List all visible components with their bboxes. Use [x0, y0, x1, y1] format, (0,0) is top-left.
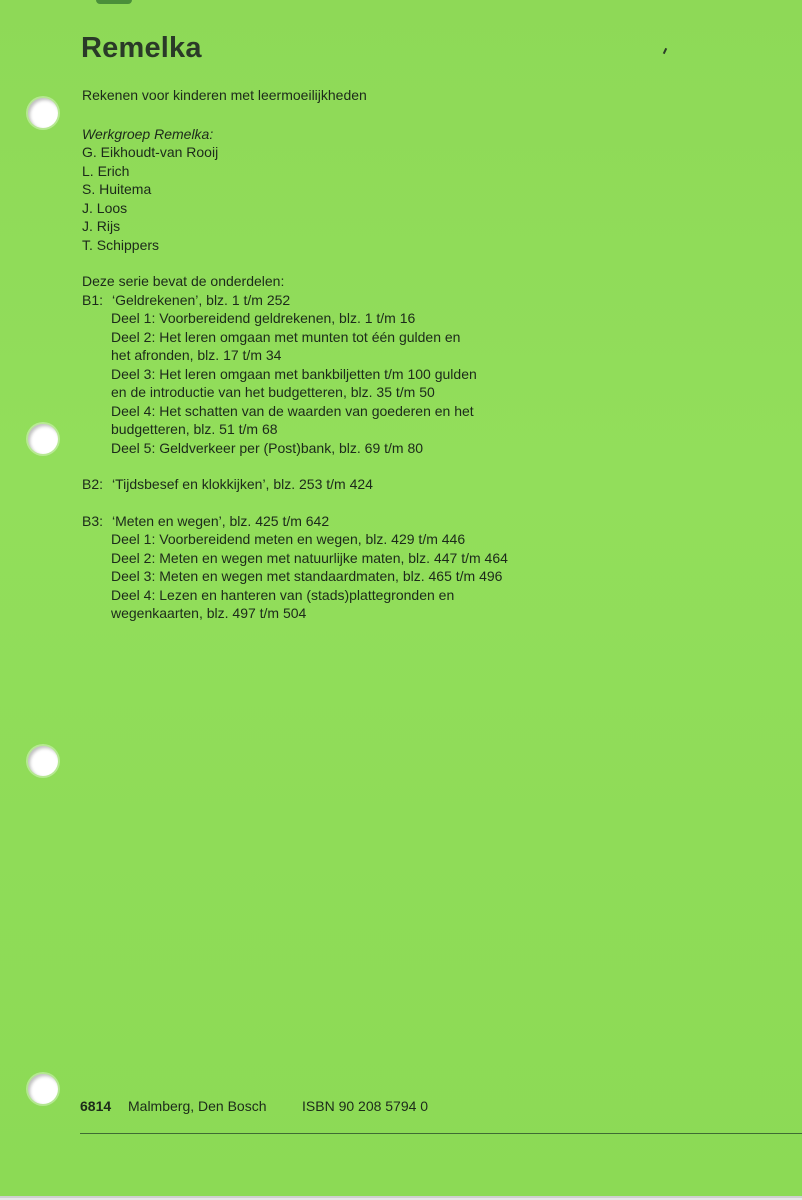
member-name: T. Schippers	[82, 236, 160, 253]
deel-line: budgetteren, blz. 51 t/m 68	[111, 421, 278, 437]
deel-line: en de introductie van het budgetteren, blz. 35 t/m 50	[111, 384, 435, 400]
document-title: Remelka	[81, 32, 202, 64]
punch-hole	[28, 424, 58, 454]
series-title: ‘Geldrekenen’, blz. 1 t/m 252	[112, 291, 291, 308]
deel-line: Deel 3: Het leren omgaan met bankbiljetten t/m 100 gulden	[111, 365, 477, 382]
publisher: Malmberg, Den Bosch	[128, 1098, 267, 1114]
footer-rule	[80, 1133, 802, 1134]
member-name: L. Erich	[82, 162, 130, 179]
top-tab-mark	[96, 0, 132, 4]
document-subtitle: Rekenen voor kinderen met leermoeilijkheden	[82, 87, 367, 103]
deel-line: Deel 2: Het leren omgaan met munten tot één gulden en	[111, 328, 461, 345]
punch-hole	[28, 1074, 58, 1104]
deel-line: Deel 1: Voorbereidend meten en wegen, blz. 429 t/m 446	[111, 531, 466, 547]
punch-hole	[28, 98, 58, 128]
catalog-number: 6814	[80, 1098, 112, 1114]
series-code: B3:	[82, 512, 104, 529]
member-name: S. Huitema	[82, 181, 152, 197]
isbn: ISBN 90 208 5794 0	[302, 1098, 429, 1114]
deel-line: Deel 4: Lezen en hanteren van (stads)plattegronden en	[111, 586, 455, 603]
member-name: J. Loos	[82, 199, 128, 216]
werkgroep-label: Werkgroep Remelka:	[82, 125, 214, 142]
series-title: ‘Tijdsbesef en klokkijken’, blz. 253 t/m 424	[112, 476, 373, 492]
deel-line: Deel 3: Meten en wegen met standaardmaten, blz. 465 t/m 496	[111, 568, 503, 584]
series-intro: Deze serie bevat de onderdelen:	[82, 273, 285, 289]
series-b3	[82, 512, 772, 623]
deel-line: Deel 4: Het schatten van de waarden van goederen en het	[111, 402, 474, 419]
deel-line: Deel 2: Meten en wegen met natuurlijke maten, blz. 447 t/m 464	[111, 549, 508, 566]
member-name: G. Eikhoudt-van Rooij	[82, 144, 219, 160]
werkgroep-members	[82, 143, 772, 254]
series-code: B1:	[82, 291, 104, 308]
series-title: ‘Meten en wegen’, blz. 425 t/m 642	[112, 512, 330, 529]
document-footer	[80, 1098, 780, 1114]
document-body	[82, 30, 772, 623]
deel-line: Deel 5: Geldverkeer per (Post)bank, blz. 69 t/m 80	[111, 439, 424, 456]
punch-hole	[28, 746, 58, 776]
series-code: B2:	[82, 476, 104, 492]
deel-line: het afronden, blz. 17 t/m 34	[111, 347, 282, 363]
deel-line: Deel 1: Voorbereidend geldrekenen, blz. 1 t/m 16	[111, 310, 416, 326]
series-b2	[82, 475, 772, 494]
member-name: J. Rijs	[82, 218, 121, 234]
series-b1	[82, 291, 772, 458]
deel-line: wegenkaarten, blz. 497 t/m 504	[111, 605, 307, 621]
